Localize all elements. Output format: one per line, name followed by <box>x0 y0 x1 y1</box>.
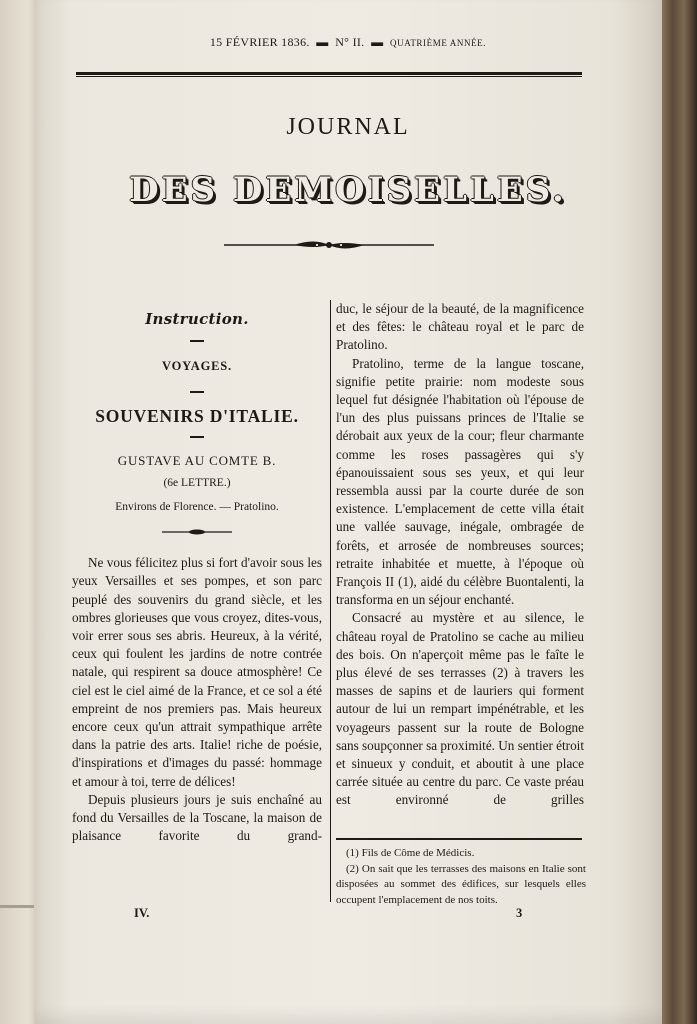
heading-dash <box>190 391 204 393</box>
column-rule <box>330 300 331 902</box>
paragraph: Depuis plusieurs jours je suis enchaîné au fond du Versailles de la Toscane, la maison de plaisance favorite du grand- <box>72 791 322 844</box>
paragraph: Pratolino, terme de la langue toscane, signifie petite prairie: nom modeste sous lequel fut désignée l'habitation où l'épouse de l'un des plus puissans princes de l'Italie se dérobait aux yeux de la cour; fleur charmante comme les roses passagères qui s'y épanouissaient sous ses yeux, et qui leur ressembla aussi par la courte durée de son existence. L'emplacement de cette villa était une vallée sauvage, inégale, ombragée de forêts, et arrosée de nombreuses sources; retraite inhabitée et muette, à l'époque où François II (1), aidé du célèbre Buontalenti, la transforma en un séjour enchanté. <box>336 355 584 608</box>
footnotes <box>336 838 586 908</box>
journal-page <box>34 0 662 1024</box>
footnote: (1) Fils de Côme de Médicis. <box>346 847 475 859</box>
heading-dash <box>190 340 204 342</box>
issue-number: N° II. <box>335 35 365 49</box>
ornament-rule-icon <box>224 238 434 252</box>
left-column <box>72 300 322 845</box>
dash-separator: ▬ <box>313 35 332 49</box>
issue-year: QUATRIÈME ANNÉE. <box>390 38 487 48</box>
category-heading: VOYAGES. <box>162 359 232 374</box>
running-head <box>34 35 662 50</box>
signature-mark: IV. <box>134 906 150 920</box>
footnote: (2) On sait que les terrasses des maisons en Italie sont disposées au sommet des édifices, sur lesquels elles occupent l'emplacement de nos toits. <box>336 862 586 906</box>
masthead-journal: JOURNAL <box>286 114 410 140</box>
paragraph: duc, le séjour de la beauté, de la magnificence et des fêtes: le château royal et le parc de Pratolino. <box>336 301 584 353</box>
footnote-rule <box>336 838 582 840</box>
paragraph: Ne vous félicitez plus si fort d'avoir sous les yeux Versailles et ses pompes, et son parc peuplé des souvenirs du grand siècle, et les ombres glorieuses que vous croyez, dites-vous, voir errer sous ses abris. Heureux, à la vérité, ceux qui foulent les jardins de notre contrée natale, qui respirent sa douce atmosphère! Ce ciel est le ciel aimé de la France, et ce sol a été empreint de nos premiers pas. Mais heureux encore ceux qu'un attrait sympathique arrête dans la patrie des arts. Italie! riche de poésie, d'inspirations et d'images du passé: hommage et amour à toi, terre de délices! <box>72 555 322 789</box>
letter-number: (6e LETTRE.) <box>163 476 231 489</box>
section-heading: Instruction. <box>145 310 249 328</box>
paragraph: Consacré au mystère et au silence, le château royal de Pratolino se cache au milieu des bois. On n'aperçoit même pas le faîte le plus élevé de ses terrasses (2) à travers les masses de sapins et de lauriers qui forment autour de lui un rempart impénétrable, et les voyageurs passent sur la route de Bologne sans soupçonner sa proximité. Un sentier étroit et sinueux y conduit, et aboutit à une place carrée située au centre du parc. Ce vaste préau est environné de grilles <box>336 610 584 808</box>
letter-location: Environs de Florence. — Pratolino. <box>115 501 279 514</box>
heading-dash <box>190 436 204 438</box>
small-ornament-icon <box>162 528 232 536</box>
page-number: 3 <box>516 906 523 920</box>
letter-addressee: GUSTAVE AU COMTE B. <box>117 452 277 468</box>
header-rule <box>76 72 582 77</box>
right-column <box>336 300 584 810</box>
dash-separator: ▬ <box>367 35 387 49</box>
article-title: SOUVENIRS D'ITALIE. <box>95 406 299 427</box>
issue-date: 15 FÉVRIER 1836. <box>209 35 310 49</box>
masthead-title: DES DEMOISELLES. <box>129 170 567 210</box>
